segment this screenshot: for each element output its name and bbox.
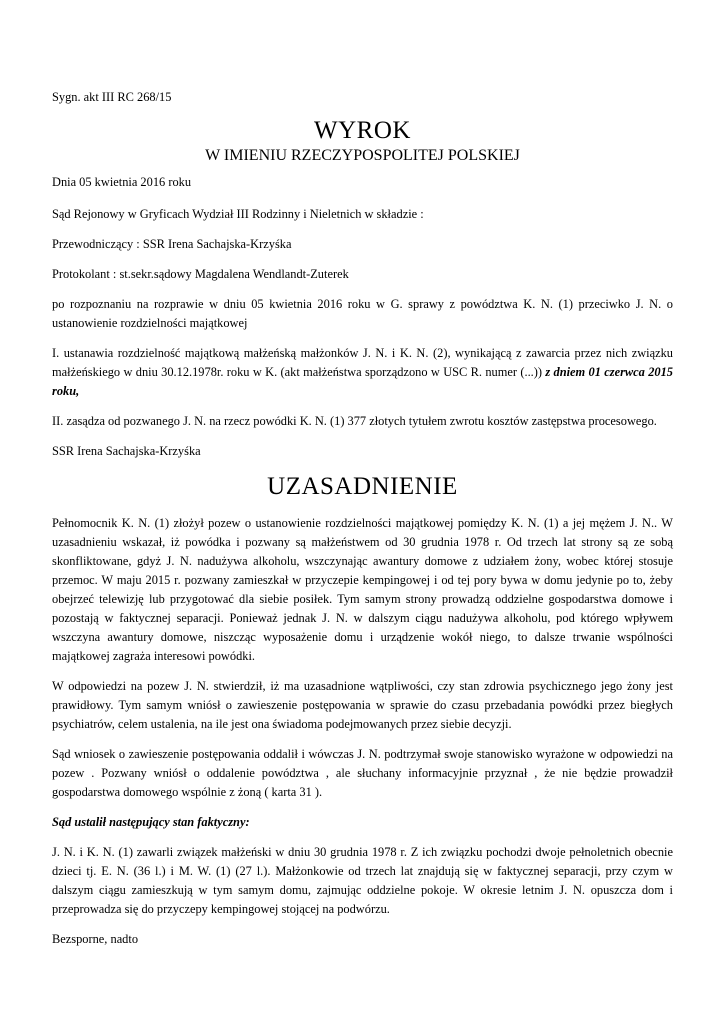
case-signature: Sygn. akt III RC 268/15: [52, 90, 172, 104]
justification-paragraph-1: Pełnomocnik K. N. (1) złożył pozew o ustanowienie rozdzielności majątkowej pomiędzy K. N. (1) a jej mężem J. N.. W uzasadnieniu wskazał, iż powódka i pozwany są małżeństwem od 30 grudnia 1978 r. Od trzech lat strony są ze sobą skonfliktowane, gdyż J. N. nadużywa alkoholu, wszczynając awantury domowe z udziałem żony, wobec której stosuje przemoc. W maju 2015 r. pozwany zamieszkał w przyczepie kempingowej i od tej pory bywa w domu jedynie po to, żeby obejrzeć telewizję lub przygotować dla siebie posiłek. Tym samym strony prowadzą oddzielne gospodarstwa domowe i pozostają w faktycznej separacji. Ponieważ jednak J. N. w dalszym ciągu nadużywa alkoholu, pod którego wpływem wszczyna awantury domowe, niszcząc wyposażenie domu i urządzenie wokół niego, to dalsze trwanie wspólności majątkowej zagraża interesowi powódki.: [52, 516, 673, 663]
ruling-item-2: II. zasądza od pozwanego J. N. na rzecz powódki K. N. (1) 377 złotych tytułem zwrotu kosztów zastępstwa procesowego.: [52, 414, 657, 428]
presiding-judge: Przewodniczący : SSR Irena Sachajska-Krzyśka: [52, 237, 292, 251]
undisputed-line: Bezsporne, nadto: [52, 932, 139, 946]
ruling-item-1-emphasis: z dniem 01 czerwca 2015 roku,: [52, 365, 673, 398]
judgment-title: WYROK: [314, 117, 411, 144]
justification-title: UZASADNIENIE: [267, 473, 458, 500]
facts-heading: Sąd ustalił następujący stan faktyczny:: [52, 815, 250, 829]
ruling-item-1-text: I. ustanawia rozdzielność majątkową małżeńską małżonków J. N. i K. N. (2), wynikającą z zawarcia przez nich związku małżeńskiego w dniu 30.12.1978r. roku w K. (akt małżeństwa sporządzono w USC R. numer (...)): [52, 346, 673, 379]
judgment-date: Dnia 05 kwietnia 2016 roku: [52, 175, 192, 189]
court-composition: Sąd Rejonowy w Gryficach Wydział III Rodzinny i Nieletnich w składzie :: [52, 207, 424, 221]
case-intro: po rozpoznaniu na rozprawie w dniu 05 kwietnia 2016 roku w G. sprawy z powództwa K. N. (1) przeciwko J. N. o ustanowienie rozdzielności majątkowej: [52, 297, 673, 330]
facts-paragraph-1: J. N. i K. N. (1) zawarli związek małżeński w dniu 30 grudnia 1978 r. Z ich związku pochodzi dwoje pełnoletnich obecnie dzieci tj. E. N. (36 l.) i M. W. (1) (27 l.). Małżonkowie od trzech lat znajdują się w faktycznej separacji, przy czym w dalszym ciągu zamieszkują w tym samym domu, zajmując oddzielne pokoje. W okresie letnim J. N. opuszcza dom i przeprowadza się do przyczepy kempingowej stojącej na podwórzu.: [52, 845, 673, 916]
judge-signature: SSR Irena Sachajska-Krzyśka: [52, 444, 201, 458]
court-clerk: Protokolant : st.sekr.sądowy Magdalena Wendlandt-Zuterek: [52, 267, 349, 281]
justification-paragraph-2: W odpowiedzi na pozew J. N. stwierdził, iż ma uzasadnione wątpliwości, czy stan zdrowia psychicznego jego żony jest prawidłowy. Tym samym wniósł o zawieszenie postępowania w sprawie do czasu przebadania powódki przez biegłych psychiatrów, celem ustalenia, na ile jest ona świadoma podejmowanych przez siebie decyzji.: [52, 679, 673, 731]
justification-paragraph-3: Sąd wniosek o zawieszenie postępowania oddalił i wówczas J. N. podtrzymał swoje stanowisko wyrażone w odpowiedzi na pozew . Pozwany wniósł o oddalenie powództwa , ale słuchany informacyjnie przyznał , że nie będzie prowadził gospodarstwa domowego wspólnie z żoną ( karta 31 ).: [52, 747, 673, 799]
ruling-item-1: [52, 344, 673, 401]
document-page: [52, 88, 673, 960]
judgment-subtitle: W IMIENIU RZECZYPOSPOLITEJ POLSKIEJ: [205, 147, 520, 164]
